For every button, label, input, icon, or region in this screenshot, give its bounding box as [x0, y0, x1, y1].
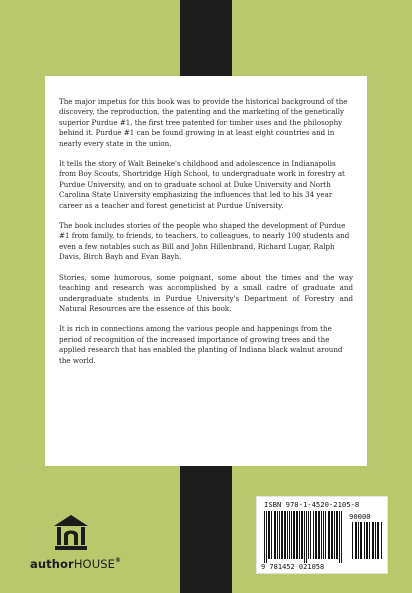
- barcode-digits: 9 781452 021058: [261, 563, 325, 571]
- blurb-paragraph-2: It tells the story of Walt Beineke's childhood and adolescence in Indianapolis from Boy Scouts, Shortridge High School, to undergraduate work in forestry at Purdue University, and on to graduate school at Duke University and North Carolina State University emphasizing the influences that led to his 34 year career as a teacher and forest geneticist at Purdue University.: [59, 159, 345, 210]
- blurb-paragraph-5: It is rich in connections among the various people and happenings from the period of recognition of the increased importance of growing trees and the applied research that has enabled the planting of Indiana black walnut around the world.: [59, 324, 343, 365]
- publisher-logo: [24, 514, 154, 574]
- blurb-paragraph-3: The book includes stories of the people who shaped the development of Purdue #1 from family, to friends, to teachers, to colleagues, to nearly 100 students and even a few notables such as Bill and John Hillenbrand, Richard Lugar, Ralph Davis, Birch Bayh and Evan Bayh.: [59, 221, 350, 262]
- authorhouse-logo-icon: [53, 514, 89, 554]
- barcode-bars: [262, 511, 384, 563]
- blurb-panel: [45, 76, 367, 466]
- price-code: 90000: [349, 512, 371, 521]
- publisher-name-bold: author: [30, 557, 74, 571]
- publisher-name: [30, 557, 121, 571]
- publisher-name-thin: HOUSE: [73, 557, 115, 571]
- blurb-paragraph-4: Stories, some humorous, some poignant, some about the times and the way teaching and research was accomplished by a small cadre of graduate and undergraduate students in Purdue University's Department of Forestry and Natural Resources are the essence of this book.: [59, 272, 353, 313]
- isbn-label: ISBN 978-1-4520-2105-8: [264, 500, 360, 509]
- registered-mark: ®: [115, 557, 122, 564]
- blurb-paragraph-1: The major impetus for this book was to provide the historical background of the discovery, the reproduction, the patenting and the marketing of the genetically superior Purdue #1, the first tree patented for timber uses and the philosophy behind it. Purdue #1 can be found growing in at least eight countries and in nearly every state in the union.: [59, 97, 348, 148]
- isbn-barcode: [256, 496, 388, 574]
